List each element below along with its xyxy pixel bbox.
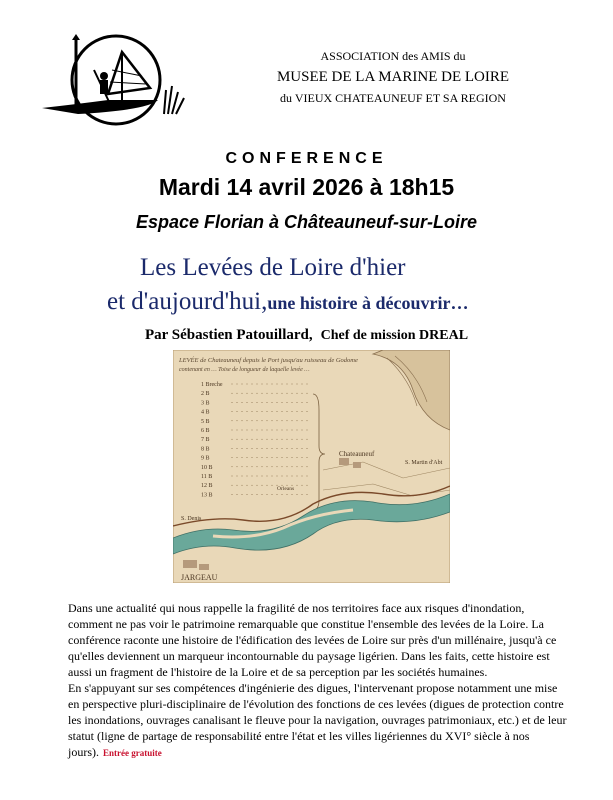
speaker-role: Chef de mission DREAL (320, 328, 469, 343)
map-header-line-1: LEVÉE de Chateauneuf depuis le Port jusqu'au ruisseau de Godome (179, 357, 358, 364)
description-paragraph-2-text: En s'appuyant sur ses compétences d'ingénierie des digues, l'intervenant propose notamment une mise en perspective pluri-disciplinaire de l'évolution des fonctions de ces levées (digues de protection contre les inondations, ouvrages canalisant le fleuve pour la navigation, ouvrages patrimoniaux, etc.) et de leur statut (ligne de partage de responsabilité entre l'état et les villes ligériennes du XVI° siècle à nos jours). (68, 681, 567, 759)
conference-subtitle: une histoire à découvrir… (267, 293, 469, 313)
speaker-name: Par Sébastien Patouillard, (144, 327, 313, 343)
description-paragraph-1: Dans une actualité qui nous rappelle la fragilité de nos territoires face aux risques d'inondation, comment ne pas voir le patrimoine remarquable que constitue l'ensemble des levées de la Loire. La conférence raconte une histoire de l'édification des levées de Loire sur près d'un millénaire, jusqu'à ce qu'elles deviennent un marqueur incontournable du paysage ligérien. Dans les faits, cette histoire est aussi un fragment de l'histoire de la Loire et de sa perception par les sociétés humaines. (68, 601, 557, 679)
conference-title-line-2-main: et d'aujourd'hui, (107, 288, 268, 315)
map-illustration (173, 350, 450, 583)
association-line-2: MUSEE DE LA MARINE DE LOIRE (276, 69, 510, 85)
breach-row-label: 7 B (201, 437, 210, 444)
map-place-orleans: Orleans (277, 486, 295, 492)
breach-row-label: 3 B (201, 400, 210, 407)
breach-row-label: 1 Breche (201, 382, 223, 388)
breach-row-label: 10 B (201, 464, 213, 471)
breach-row-label: 13 B (201, 492, 213, 499)
conference-label: CONFERENCE (225, 150, 388, 167)
association-line-1: ASSOCIATION des AMIS du (320, 49, 466, 63)
free-entry-label: Entrée gratuite (103, 748, 162, 758)
event-date: Mardi 14 avril 2026 à 18h15 (158, 174, 455, 200)
breach-row-label: 11 B (201, 474, 213, 480)
breach-row-label: 6 B (201, 428, 210, 434)
breach-row-label: 4 B (201, 409, 210, 416)
event-venue: Espace Florian à Châteauneuf-sur-Loire (135, 212, 478, 232)
sailing-boat-logo-icon (38, 30, 188, 130)
map-place-chateauneuf: Chateauneuf (339, 450, 375, 458)
association-line-3: du VIEUX CHATEAUNEUF ET SA REGION (280, 91, 506, 105)
breach-row-label: 12 B (201, 483, 213, 490)
map-place-st-denis: S. Denis (181, 516, 202, 522)
breach-row-label: 8 B (201, 446, 210, 453)
map-header-line-2: contenant en … Toise de longueur de laquelle levée … (179, 367, 310, 373)
map-place-st-martin: S. Martin d'Abt (405, 460, 443, 466)
association-header (228, 48, 558, 106)
breach-row-label: 9 B (201, 455, 210, 462)
description-paragraph-2 (68, 680, 568, 761)
conference-title-line-1: Les Levées de Loire d'hier (140, 254, 406, 281)
breach-row-label: 2 B (201, 391, 210, 398)
conference-title-line-2 (107, 288, 469, 316)
speaker-line (0, 327, 613, 344)
museum-logo (38, 30, 188, 130)
map-place-jargeau: JARGEAU (181, 573, 218, 582)
historic-map-image (173, 350, 450, 583)
breach-row-label: 5 B (201, 418, 210, 425)
conference-description (68, 600, 568, 761)
